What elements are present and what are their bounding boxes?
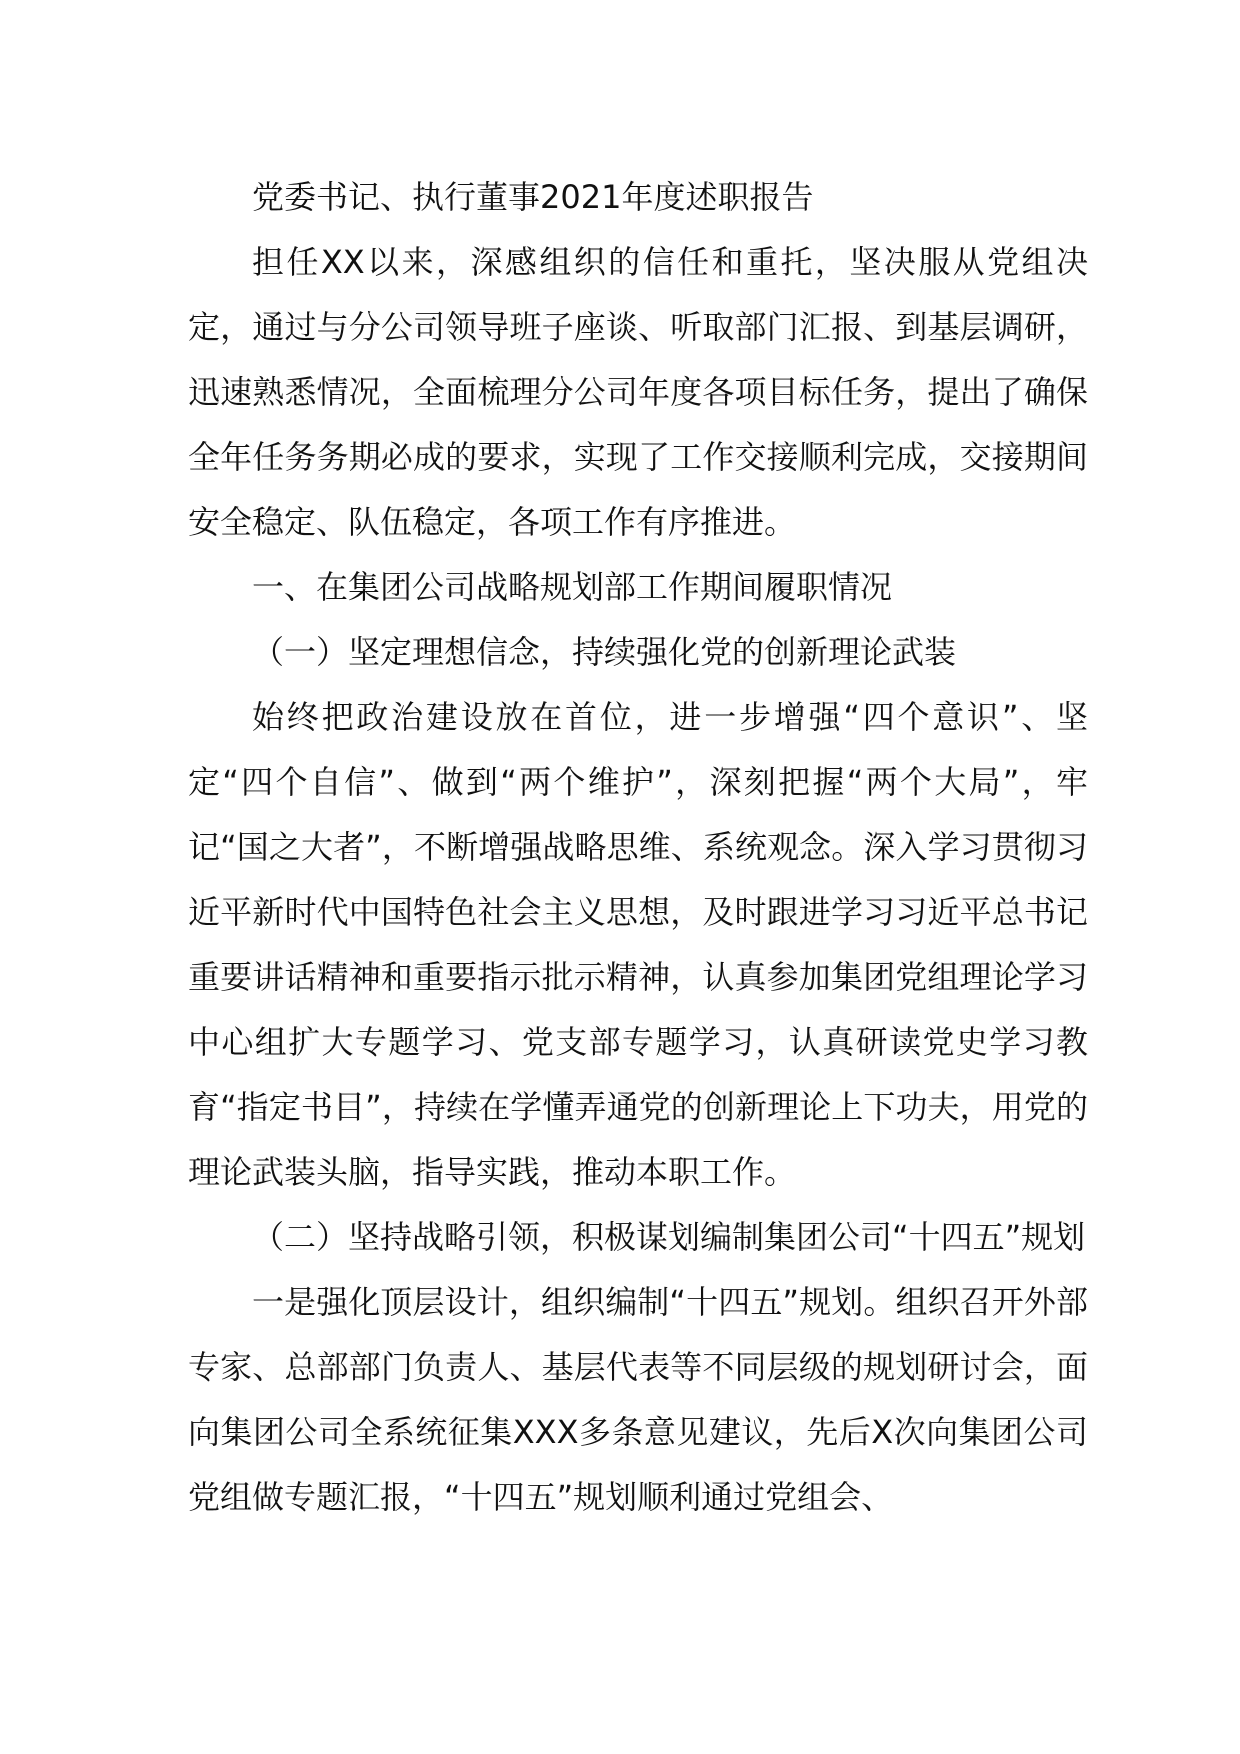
intro-paragraph: 担任XX以来，深感组织的信任和重托，坚决服从党组决定，通过与分公司领导班子座谈、听取部门汇报、到基层调研，迅速熟悉情况，全面梳理分公司年度各项目标任务，提出了确保全年任务务期必成的要求，实现了工作交接顺利完成，交接期间安全稳定、队伍稳定，各项工作有序推进。 [188, 243, 1088, 541]
document-body [188, 165, 1088, 1530]
subsection-heading-2: （二）坚持战略引领，积极谋划编制集团公司“十四五”规划 [252, 1218, 1086, 1256]
body-paragraph-2: 一是强化顶层设计，组织编制“十四五”规划。组织召开外部专家、总部部门负责人、基层代表等不同层级的规划研讨会，面向集团公司全系统征集XXX多条意见建议，先后X次向集团公司党组做专题汇报，“十四五”规划顺利通过党组会、 [188, 1283, 1088, 1516]
subsection-heading-1: （一）坚定理想信念，持续强化党的创新理论武装 [252, 633, 957, 671]
document-title: 党委书记、执行董事2021年度述职报告 [252, 178, 814, 216]
body-paragraph-1: 始终把政治建设放在首位，进一步增强“四个意识”、坚定“四个自信”、做到“两个维护”，深刻把握“两个大局”，牢记“国之大者”，不断增强战略思维、系统观念。深入学习贯彻习近平新时代中国特色社会主义思想，及时跟进学习习近平总书记重要讲话精神和重要指示批示精神，认真参加集团党组理论学习中心组扩大专题学习、党支部专题学习，认真研读党史学习教育“指定书目”，持续在学懂弄通党的创新理论上下功夫，用党的理论武装头脑，指导实践，推动本职工作。 [188, 698, 1088, 1191]
section-heading-1: 一、在集团公司战略规划部工作期间履职情况 [252, 568, 893, 606]
